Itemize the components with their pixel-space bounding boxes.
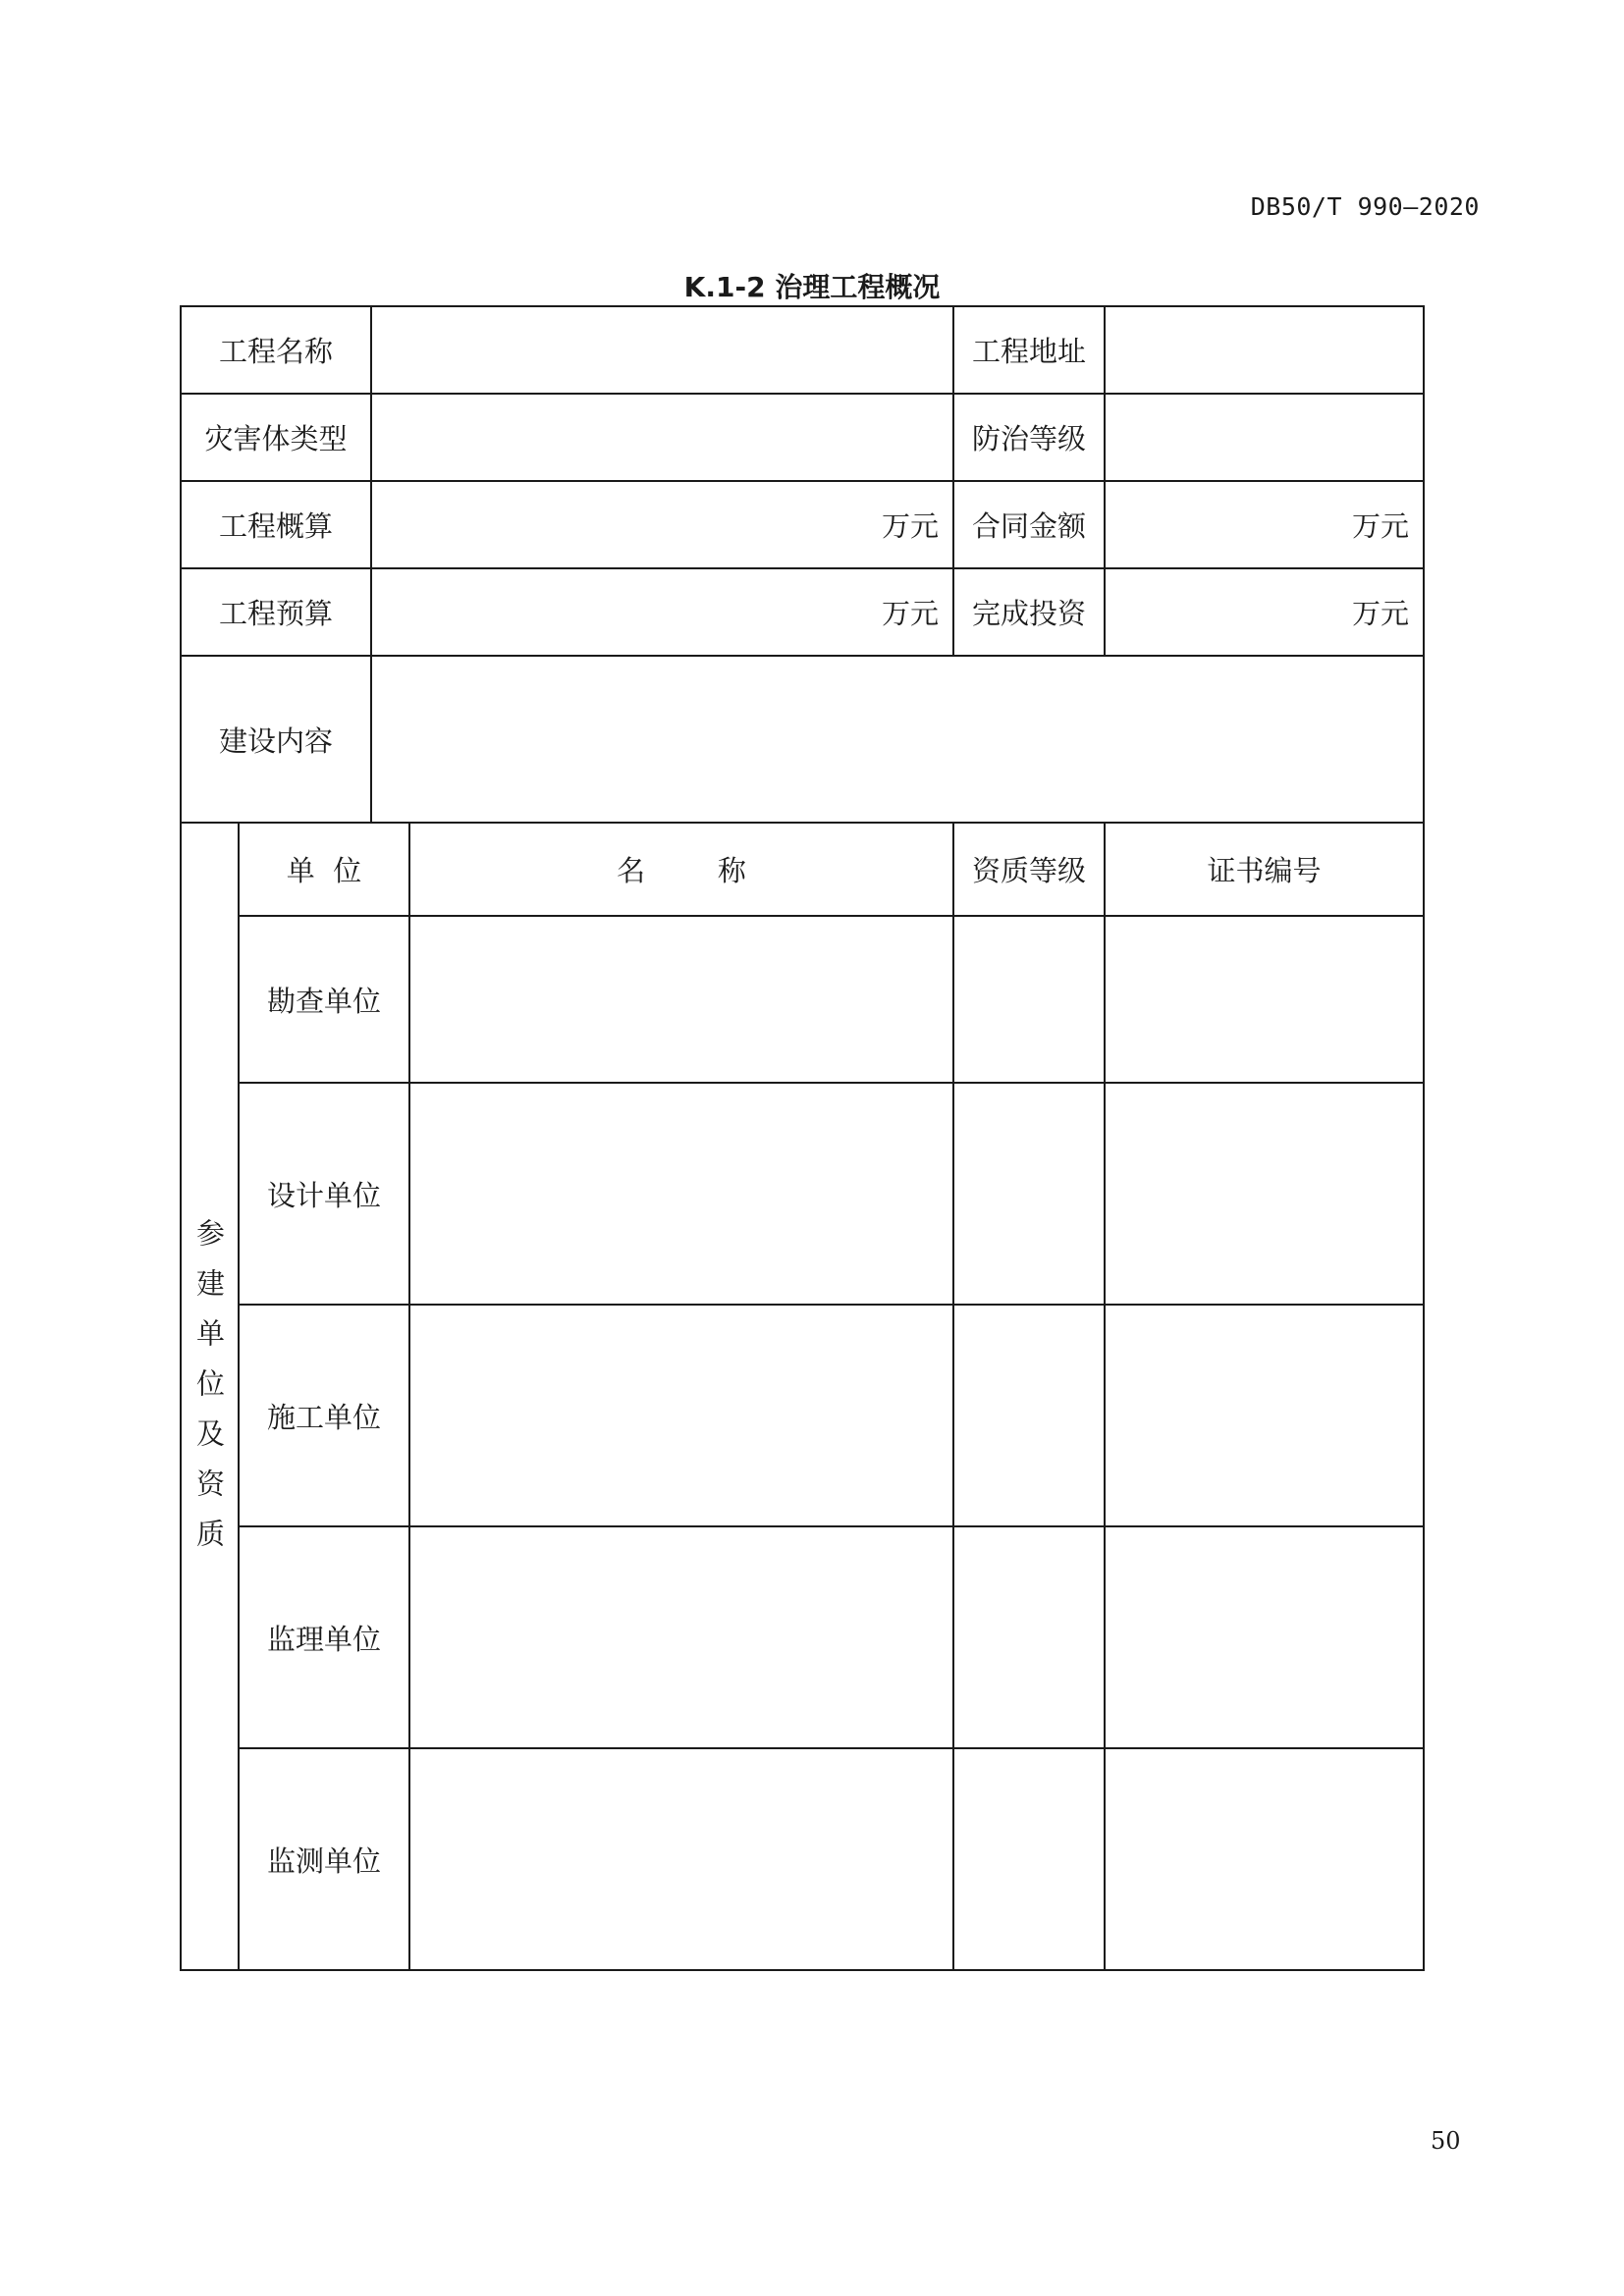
construction-content-value [371,656,1424,823]
unit-supervision-name [409,1526,953,1748]
unit-construction: 施工单位 [239,1305,409,1526]
contract-unit: 万元 [1105,481,1424,568]
completed-investment-label: 完成投资 [953,568,1105,656]
table-row [181,1748,1424,1970]
table-row [181,306,1424,394]
table-row [181,568,1424,656]
table-row [181,916,1424,1083]
table-title: K.1-2 治理工程概况 [683,271,941,303]
unit-supervision-qualification [953,1526,1105,1748]
unit-monitoring-qualification [953,1748,1105,1970]
unit-monitoring-certificate [1105,1748,1424,1970]
estimate-label: 工程概算 [181,481,371,568]
table-row [181,394,1424,481]
unit-monitoring: 监测单位 [239,1748,409,1970]
unit-construction-certificate [1105,1305,1424,1526]
unit-design-name [409,1083,953,1305]
unit-survey-qualification [953,916,1105,1083]
project-address-value [1105,306,1424,394]
hazard-type-value [371,394,953,481]
hazard-type-label: 灾害体类型 [181,394,371,481]
unit-supervision-certificate [1105,1526,1424,1748]
unit-supervision: 监理单位 [239,1526,409,1748]
unit-design: 设计单位 [239,1083,409,1305]
participants-group-label: 参建单位及资质 [192,1217,226,1569]
unit-construction-qualification [953,1305,1105,1526]
table-row [181,1083,1424,1305]
project-name-value [371,306,953,394]
col-header-name: 名 称 [409,823,953,916]
table-row [181,823,1424,916]
contract-amount-label: 合同金额 [953,481,1105,568]
unit-survey-certificate [1105,916,1424,1083]
prevention-grade-value [1105,394,1424,481]
table-row [181,1526,1424,1748]
unit-design-certificate [1105,1083,1424,1305]
unit-survey-name [409,916,953,1083]
unit-survey: 勘查单位 [239,916,409,1083]
table-row [181,1305,1424,1526]
estimate-unit: 万元 [371,481,953,568]
table-row [181,656,1424,823]
standard-code: DB50/T 990—2020 [1250,192,1480,221]
unit-design-qualification [953,1083,1105,1305]
project-overview-table [180,305,1425,1971]
unit-construction-name [409,1305,953,1526]
page-number: 50 [1431,2127,1461,2155]
investment-unit: 万元 [1105,568,1424,656]
col-header-certificate: 证书编号 [1105,823,1424,916]
construction-content-label: 建设内容 [181,656,371,823]
project-name-label: 工程名称 [181,306,371,394]
prevention-grade-label: 防治等级 [953,394,1105,481]
project-address-label: 工程地址 [953,306,1105,394]
participants-group-cell [181,823,239,1970]
col-header-unit: 单 位 [239,823,409,916]
table-row [181,481,1424,568]
budget-label: 工程预算 [181,568,371,656]
budget-unit: 万元 [371,568,953,656]
unit-monitoring-name [409,1748,953,1970]
col-header-qualification: 资质等级 [953,823,1105,916]
